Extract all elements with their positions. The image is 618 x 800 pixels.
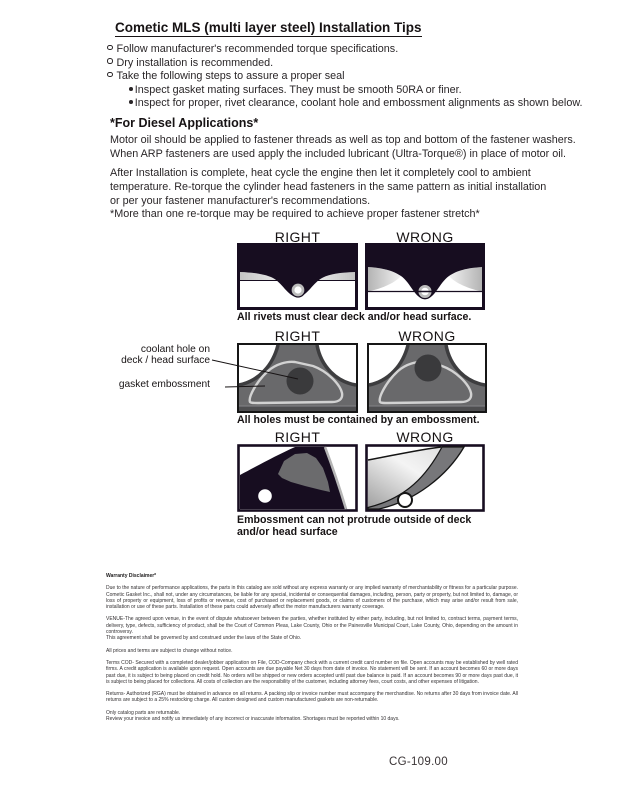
figure2-wrong-label: WRONG <box>398 328 456 344</box>
figure1-right-label: RIGHT <box>274 229 321 245</box>
caption-line: Embossment can not protrude outside of deck <box>237 514 472 526</box>
legal-paragraph: VENUE-The agreed upon venue, in the event of dispute whatsoever between the parties, whether instituted by either party, including, but not limited to, contract terms, payment terms, delivery, type, defects, sufficiency of product, shall be the Court of Common Pleas, Lake County, Ohio or the Painesville Municipal Court, Lake County, Ohio, depending on the amount in controversy. <box>106 616 518 636</box>
annotation-line: coolant hole on <box>140 344 210 355</box>
figure1-right-diagram <box>237 243 358 310</box>
page-title-wrap <box>115 19 422 37</box>
figure2-wrong-diagram <box>367 343 487 413</box>
diesel-note: *More than one re-torque may be required to achieve proper fastener stretch* <box>110 208 480 220</box>
open-circle-bullet-icon <box>107 72 113 78</box>
coolant-hole-leader-line <box>212 360 298 379</box>
figure1-caption: All rivets must clear deck and/or head surface. <box>237 311 472 323</box>
figure3-wrong-label: WRONG <box>396 429 454 445</box>
deck-bottom-strip <box>369 407 485 411</box>
annotation-leader-lines <box>115 340 310 400</box>
figure2-right-label: RIGHT <box>274 328 321 344</box>
legal-block <box>106 573 518 728</box>
legal-paragraph: Only catalog parts are returnable. <box>106 709 181 716</box>
page-code: CG-109.00 <box>389 756 448 768</box>
gasket-embossment-annotation: gasket embossment <box>118 379 210 390</box>
list-item <box>129 97 583 111</box>
figure3-right-label: RIGHT <box>274 429 321 445</box>
rivet-center <box>294 286 301 293</box>
legal-paragraph: All prices and terms are subject to change without notice. <box>106 647 233 654</box>
figure3-caption <box>237 515 471 538</box>
diesel-heading: *For Diesel Applications* <box>110 116 259 130</box>
list-item <box>107 43 583 57</box>
open-circle-bullet-icon <box>107 45 113 51</box>
bolt-hole <box>398 493 412 507</box>
page-title: Cometic MLS (multi layer steel) Installation Tips <box>115 20 422 35</box>
bolt-hole <box>258 489 272 503</box>
tip-text: Follow manufacturer's recommended torque specifications. <box>116 43 399 55</box>
tip-text: Dry installation is recommended. <box>116 56 274 69</box>
diesel-paragraph-2 <box>110 167 546 209</box>
tips-list <box>107 43 583 111</box>
annotation-line: deck / head surface <box>121 355 210 367</box>
paragraph-line: or per your fastener manufacturer's recommendations. <box>110 194 371 207</box>
paragraph-line: After Installation is complete, heat cycle the engine then let it completely cool to ambient <box>110 167 531 179</box>
coolant-hole <box>415 355 442 382</box>
figure1-wrong-label: WRONG <box>396 229 454 245</box>
paragraph-line: Motor oil should be applied to fastener threads as well as top and bottom of the fastener washers. <box>110 134 576 146</box>
tip-text: Take the following steps to assure a proper seal <box>116 70 345 82</box>
figure1-wrong-diagram <box>365 243 485 310</box>
solid-dot-bullet-icon <box>129 87 133 91</box>
solid-dot-bullet-icon <box>129 100 133 104</box>
deck-bottom-strip <box>239 407 356 411</box>
legal-paragraph: Review your invoice and notify us immediately of any incorrect or inaccurate information. Shortages must be reported within 10 days. <box>106 716 400 723</box>
list-item <box>107 70 583 84</box>
list-item <box>107 57 583 71</box>
legal-paragraph: Returns- Authorized (RGA) must be obtained in advance on all returns. A packing slip or invoice number must accompany the merchandise. No returns after 30 days from invoice date. All returns are subject to a 25% restocking charge. All custom designed and custom manufactured gaskets are non-returnable. <box>106 691 518 704</box>
tip-text: Inspect gasket mating surfaces. They must be smooth 50RA or finer. <box>134 83 462 96</box>
tip-text: Inspect for proper, rivet clearance, coolant hole and embossment alignments as shown below. <box>134 97 583 109</box>
figure2-caption: All holes must be contained by an embossment. <box>237 414 480 426</box>
warranty-disclaimer-heading: Warranty Disclaimer* <box>106 573 157 579</box>
list-item <box>129 84 583 98</box>
legal-paragraph: Due to the nature of performance applications, the parts in this catalog are sold without any express warranty or any implied warranty of merchantability or fitness for a particular purpose. Cometic Gasket Inc., shall not, under any circumstances, be liable for any special, incidental or consequential damages, including, person, party or property, but not limited to, damage, or loss of property or equipment, loss of profits or revenue, cost of purchased or replacement goods, or claims of customers of the purchase, which may arise and/or result from sale, installation or use of these parts. Installation of these parts could adversely affect the motor manufacturers warranty coverage. <box>106 585 518 611</box>
diesel-paragraph-1 <box>110 134 576 162</box>
caption-line: and/or head surface <box>237 525 338 538</box>
embossment-leader-line <box>225 386 265 387</box>
figure3-wrong-diagram <box>365 444 485 512</box>
figure3-right-diagram <box>237 444 358 512</box>
open-circle-bullet-icon <box>107 58 113 64</box>
legal-paragraph: This agreement shall be governed by and construed under the laws of the State of Ohio. <box>106 635 302 642</box>
paragraph-line: temperature. Re-torque the cylinder head fasteners in the same pattern as initial installation <box>110 180 547 193</box>
legal-paragraph: Terms COD- Secured with a completed dealer/jobber application on File, COD-Company check with a current credit card number on file. Open accounts may be established by well rated firms. A credit application is available upon request. Open accounts are due payable Net 30 days from date of invoice. No statement will be sent. If an account becomes 60 or more days past due, it is subject to being placed on credit hold. No orders will be shipped or new orders accepted until past due balance is paid. If an account becomes 90 or more days past due, it is subject to being placed for collections. All costs of collection are the responsibility of the customer, including attorney fees, court costs, and other expenses of litigation. <box>106 659 518 685</box>
paragraph-line: When ARP fasteners are used apply the included lubricant (Ultra-Torque®) in place of motor oil. <box>110 147 567 160</box>
